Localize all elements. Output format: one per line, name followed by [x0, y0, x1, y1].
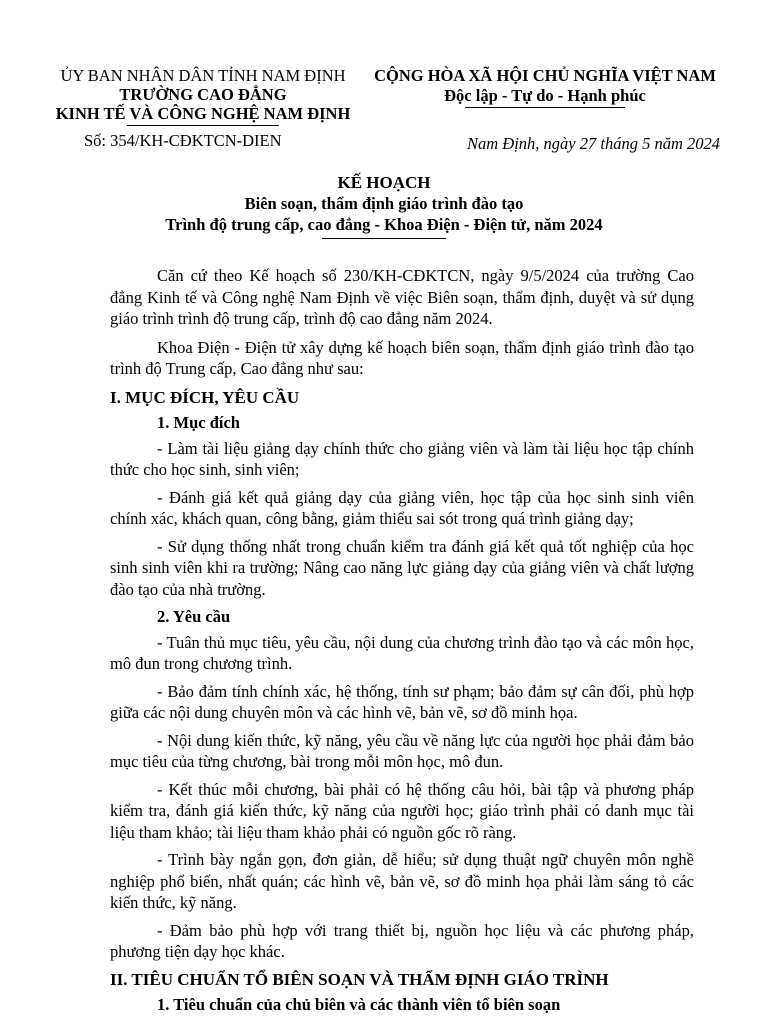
purpose-item: - Đánh giá kết quả giảng dạy của giảng viên, học tập của học sinh sinh viên chính xác, khách quan, công bằng, giảm thiểu sai sót trong quá trình giảng dạy;	[110, 487, 694, 528]
issuing-authority-block	[36, 66, 370, 126]
requirement-item: - Bảo đảm tính chính xác, hệ thống, tính sư phạm; bảo đảm sự cân đối, phù hợp giữa các nội dung chuyên môn và các hình vẽ, bản vẽ, sơ đồ minh họa.	[110, 681, 694, 722]
document-title-block	[100, 172, 668, 239]
subsection-heading-standards: 1. Tiêu chuẩn của chủ biên và các thành viên tổ biên soạn	[157, 995, 561, 1014]
purpose-item: - Làm tài liệu giảng dạy chính thức cho giảng viên và làm tài liệu học tập chính thức cho học sinh, sinh viên;	[110, 438, 694, 479]
school-name-line2: KINH TẾ VÀ CÔNG NGHỆ NAM ĐỊNH	[55, 104, 351, 123]
requirement-item: - Đảm bảo phù hợp với trang thiết bị, nguồn học liệu và các phương pháp, phương tiện dạy học khác.	[110, 920, 694, 961]
paragraph-basis: Căn cứ theo Kế hoạch số 230/KH-CĐKTCN, ngày 9/5/2024 của trường Cao đẳng Kinh tế và Công nghệ Nam Định về việc Biên soạn, thẩm định, duyệt và sử dụng giáo trình trình độ trung cấp, trình độ cao đẳng năm 2024.	[110, 266, 694, 328]
requirement-item: - Trình bày ngắn gọn, đơn giản, dễ hiểu; sử dụng thuật ngữ chuyên môn nghề nghiệp phổ biến, nhất quán; các hình vẽ, bản vẽ, sơ đồ minh họa phải làm sáng tỏ các kiến thức, kỹ năng.	[110, 850, 694, 912]
title-underline	[322, 238, 446, 239]
requirement-item: - Nội dung kiến thức, kỹ năng, yêu cầu về năng lực của người học phải đảm bảo mục tiêu của từng chương, bài trong mỗi môn học, mô đun.	[110, 730, 694, 771]
section-heading-1: I. MỤC ĐÍCH, YÊU CẦU	[110, 387, 300, 407]
subsection-heading-requirements: 2. Yêu cầu	[157, 607, 231, 626]
purpose-item: - Sử dụng thống nhất trong chuẩn kiểm tra đánh giá kết quả tốt nghiệp của học sinh sinh viên khi ra trường; Nâng cao năng lực giảng dạy của giảng viên và chất lượng đào tạo của nhà trường.	[110, 536, 694, 599]
header-right-underline	[465, 107, 625, 108]
header-left-underline	[127, 125, 279, 126]
document-number: Số: 354/KH-CĐKTCN-DIEN	[84, 131, 282, 150]
document-body	[110, 265, 694, 1020]
subsection-heading-purpose: 1. Mục đích	[157, 413, 240, 432]
document-type: KẾ HOẠCH	[337, 173, 431, 192]
paragraph-intro: Khoa Điện - Điện tử xây dựng kế hoạch biên soạn, thẩm định giáo trình đào tạo trình độ Trung cấp, Cao đẳng như sau:	[110, 337, 694, 378]
requirement-item: - Kết thúc mỗi chương, bài phải có hệ thống câu hỏi, bài tập và phương pháp kiểm tra, đánh giá kiến thức, kỹ năng của người học; giáo trình phải có danh mục tài liệu tham khảo; tài liệu tham khảo phải có nguồn gốc rõ ràng.	[110, 779, 694, 842]
motto: Độc lập - Tự do - Hạnh phúc	[444, 86, 646, 105]
country-name: CỘNG HÒA XÃ HỘI CHỦ NGHĨA VIỆT NAM	[374, 66, 716, 85]
document-scope: Trình độ trung cấp, cao đẳng - Khoa Điện - Điện tử, năm 2024	[165, 215, 603, 234]
requirement-item: - Tuân thủ mục tiêu, yêu cầu, nội dung của chương trình đào tạo và các môn học, mô đun trong chương trình.	[110, 632, 694, 673]
national-motto-block	[364, 66, 726, 108]
authority-name: ỦY BAN NHÂN DÂN TỈNH NAM ĐỊNH	[60, 66, 346, 85]
document-subject: Biên soạn, thẩm định giáo trình đào tạo	[244, 194, 524, 213]
school-name-line1: TRƯỜNG CAO ĐẲNG	[119, 85, 287, 104]
date-line: Nam Định, ngày 27 tháng 5 năm 2024	[467, 134, 720, 153]
section-heading-2: II. TIÊU CHUẨN TỔ BIÊN SOẠN VÀ THẨM ĐỊNH GIÁO TRÌNH	[110, 969, 609, 989]
